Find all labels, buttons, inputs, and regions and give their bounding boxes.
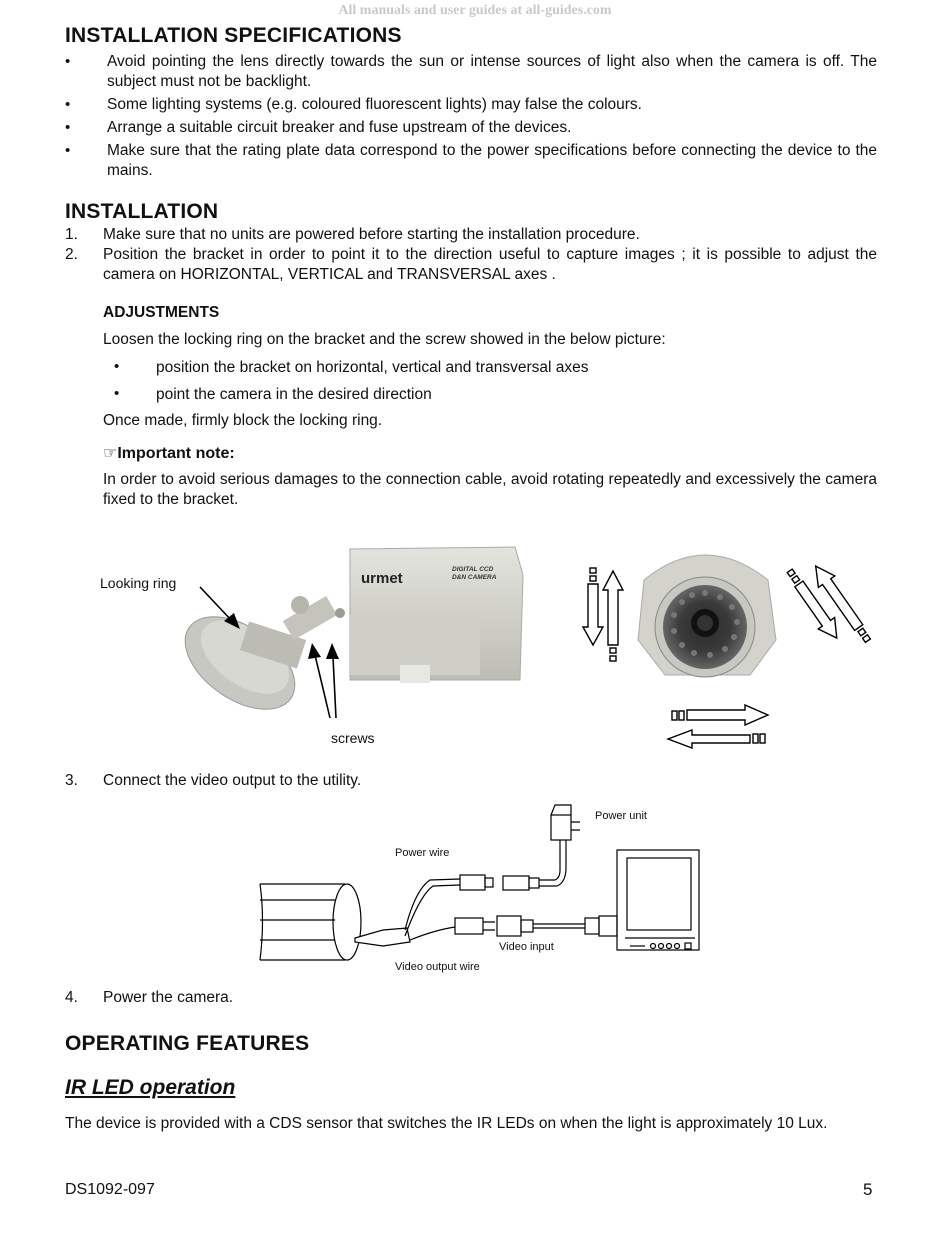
bullet-glyph: •: [114, 385, 120, 402]
bullet-glyph: •: [114, 358, 120, 375]
important-note-title: [103, 443, 235, 463]
ir-led-text: The device is provided with a CDS sensor that switches the IR LEDs on when the light is approximately 10 Lux.: [65, 1115, 828, 1132]
step-text: Connect the video output to the utility.: [103, 772, 362, 789]
adjustment-bullet: point the camera in the desired direction: [156, 386, 432, 403]
brand-logo: urmet: [361, 570, 403, 587]
video-input-label: Video input: [499, 941, 554, 953]
step-text: Position the bracket in order to point it to the direction useful to capture images ; it is possible to adjust the camera on HORIZONTAL, VERTICAL and TRANSVERSAL axes .: [103, 246, 877, 283]
connection-diagram: [255, 800, 715, 970]
spec-item: Avoid pointing the lens directly towards the sun or intense sources of light also when the camera is off. The subject must not be backlight.: [107, 53, 877, 90]
note-title-text: Important note:: [117, 445, 235, 462]
camera-adjustment-figure: [60, 535, 890, 760]
bullet-glyph: •: [65, 53, 71, 70]
power-unit-label: Power unit: [595, 810, 647, 822]
vertical-axis-arrows: [583, 568, 623, 661]
adjustment-bullet: position the bracket on horizontal, vertical and transversal axes: [156, 359, 589, 376]
looking-ring-label: Looking ring: [100, 575, 177, 591]
watermark: All manuals and user guides at all-guides.com: [338, 3, 612, 18]
spec-heading: INSTALLATION SPECIFICATIONS: [65, 24, 402, 47]
step-number: 2.: [65, 246, 78, 263]
spec-item: Some lighting systems (e.g. coloured fluorescent lights) may false the colours.: [107, 96, 642, 113]
adjustments-outro: Once made, firmly block the locking ring.: [103, 412, 383, 429]
doc-code: DS1092-097: [65, 1181, 155, 1198]
installation-heading: INSTALLATION: [65, 200, 219, 223]
bullet-glyph: •: [65, 119, 71, 136]
step-number: 3.: [65, 772, 78, 789]
camera-front-view: [638, 555, 776, 677]
cable-junction: [355, 928, 410, 946]
video-output-wire-label: Video output wire: [395, 961, 480, 973]
horizontal-axis-arrows: [668, 705, 768, 748]
bullet-glyph: •: [65, 142, 71, 159]
camera-body: [350, 547, 523, 683]
bullet-glyph: •: [65, 96, 71, 113]
step-number: 1.: [65, 226, 78, 243]
step-text: Make sure that no units are powered before starting the installation procedure.: [103, 226, 640, 243]
camera-tube-outline: [260, 884, 361, 960]
monitor: [617, 850, 699, 950]
adjustments-heading: ADJUSTMENTS: [103, 304, 220, 321]
ir-led-subheading: IR LED operation: [65, 1076, 236, 1099]
page-number: 5: [863, 1180, 873, 1199]
step-text: Power the camera.: [103, 989, 234, 1006]
adjustments-intro: Loosen the locking ring on the bracket and the screw showed in the below picture:: [103, 331, 666, 348]
pointing-hand-icon: ☞: [103, 443, 118, 462]
screws-label: screws: [331, 730, 375, 746]
video-output-wire: [410, 916, 617, 940]
spec-item: Arrange a suitable circuit breaker and fuse upstream of the devices.: [107, 119, 572, 136]
step-number: 4.: [65, 989, 78, 1006]
operating-heading: OPERATING FEATURES: [65, 1032, 310, 1055]
important-note-text: In order to avoid serious damages to the connection cable, avoid rotating repeatedly and excessively the camera fixed to the bracket.: [103, 471, 877, 508]
spec-item: Make sure that the rating plate data correspond to the power specifications before connecting the device to the mains.: [107, 142, 877, 179]
camera-model-line2: D&N CAMERA: [452, 574, 497, 581]
power-wire: [405, 805, 580, 936]
bracket-base: [169, 596, 345, 728]
transversal-axis-arrows: [782, 551, 877, 660]
camera-model-line1: DIGITAL CCD: [452, 566, 494, 573]
power-wire-label: Power wire: [395, 847, 450, 859]
